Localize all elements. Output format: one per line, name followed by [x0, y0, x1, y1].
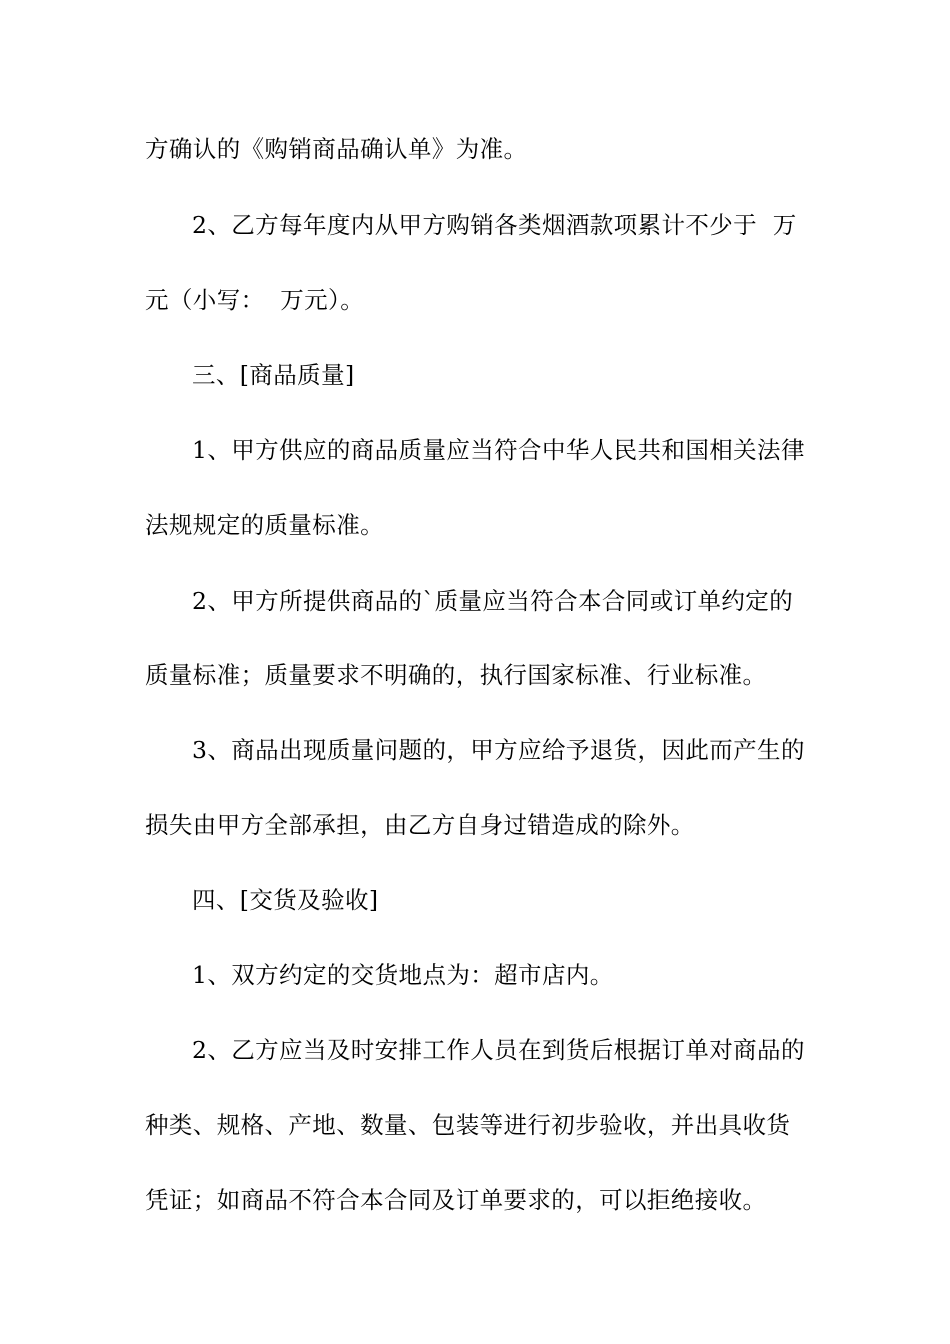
text-line: 2、乙方每年度内从甲方购销各类烟酒款项累计不少于 万 [192, 211, 797, 239]
text-line: 种类、规格、产地、数量、包装等进行初步验收，并出具收货 [145, 1111, 791, 1139]
section-heading: 四、[交货及验收] [192, 886, 379, 914]
section-heading: 三、[商品质量] [192, 361, 355, 389]
text-line: 损失由甲方全部承担，由乙方自身过错造成的除外。 [145, 811, 695, 839]
text-line: 1、甲方供应的商品质量应当符合中华人民共和国相关法律 [192, 436, 805, 464]
text-line: 法规规定的质量标准。 [145, 511, 384, 539]
text-line: 方确认的《购销商品确认单》为准。 [145, 135, 528, 163]
text-line: 2、甲方所提供商品的`质量应当符合本合同或订单约定的 [192, 587, 794, 615]
text-line: 1、双方约定的交货地点为：超市店内。 [192, 961, 614, 989]
text-line: 凭证；如商品不符合本合同及订单要求的，可以拒绝接收。 [145, 1186, 767, 1214]
text-line: 元（小写： 万元）。 [145, 286, 365, 314]
text-line: 质量标准；质量要求不明确的，执行国家标准、行业标准。 [145, 661, 767, 689]
text-line: 2、乙方应当及时安排工作人员在到货后根据订单对商品的 [192, 1036, 805, 1064]
text-line: 3、商品出现质量问题的，甲方应给予退货，因此而产生的 [192, 736, 805, 764]
